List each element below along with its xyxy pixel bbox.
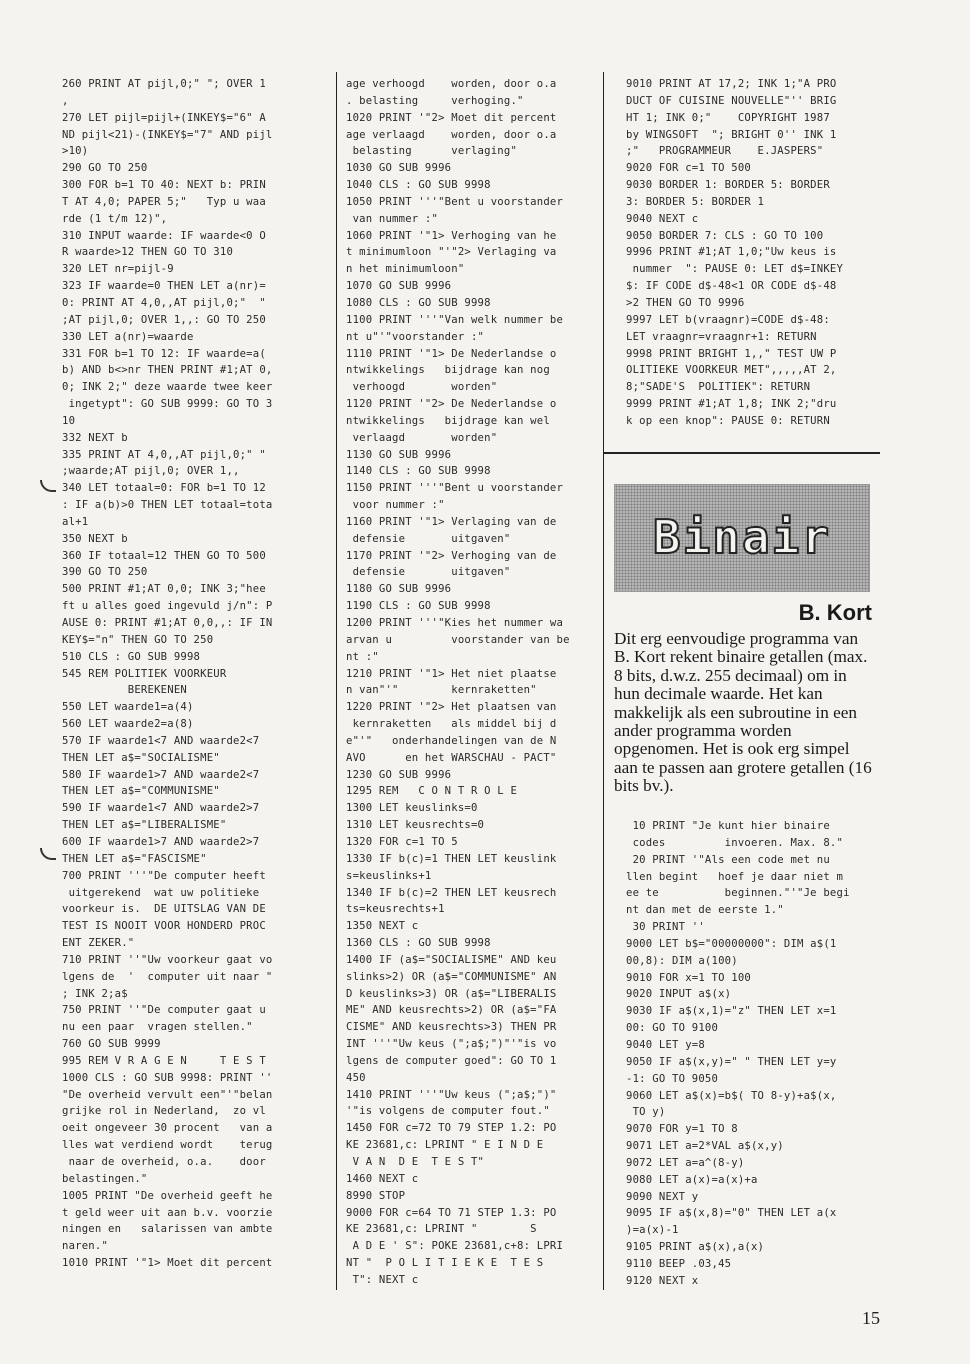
code-line: nt :" bbox=[346, 650, 379, 663]
code-line: ntwikkelings bijdrage kan nog bbox=[346, 364, 550, 377]
code-line: age verlaagd worden, door o.a bbox=[346, 128, 557, 141]
code-line: 9050 IF a$(x,y)=" " THEN LET y=y bbox=[626, 1055, 837, 1068]
code-line: TEST IS NOOIT VOOR HONDERD PROC bbox=[62, 920, 266, 933]
code-line: ; INK 2;a$ bbox=[62, 987, 128, 1000]
code-line: 1210 PRINT '"1> Het niet plaatse bbox=[346, 667, 557, 680]
code-line: belasting verlaging" bbox=[346, 145, 518, 158]
code-line: CISME" AND keusrechts>3) THEN PR bbox=[346, 1021, 557, 1034]
code-line: lgens de computer goed": GO TO 1 bbox=[346, 1054, 557, 1067]
code-line: 9999 PRINT #1;AT 1,8; INK 2;"dru bbox=[626, 398, 837, 411]
code-line: THEN LET a$="FASCISME" bbox=[62, 852, 207, 865]
code-line: 1130 GO SUB 9996 bbox=[346, 448, 452, 461]
code-line: grijke rol in Nederland, zo vl bbox=[62, 1105, 266, 1118]
code-line: 1000 CLS : GO SUB 9998: PRINT '' bbox=[62, 1071, 273, 1084]
page-number: 15 bbox=[862, 1308, 880, 1328]
code-line: 1150 PRINT '''"Bent u voorstander bbox=[346, 482, 564, 495]
code-line: 1330 IF b(c)=1 THEN LET keuslink bbox=[346, 852, 557, 865]
code-line: 360 IF totaal=12 THEN GO TO 500 bbox=[62, 549, 266, 562]
code-line: 1005 PRINT "De overheid geeft he bbox=[62, 1189, 273, 1202]
code-line: ME" AND keusrechts>2) OR (a$="FA bbox=[346, 1004, 557, 1017]
code-line: 9120 NEXT x bbox=[626, 1274, 699, 1287]
code-line: belastingen." bbox=[62, 1172, 148, 1185]
code-line: 340 LET totaal=0: FOR b=1 TO 12 bbox=[62, 482, 266, 495]
code-line: 270 LET pijl=pijl+(INKEY$="6" A bbox=[62, 111, 266, 124]
code-line: nu een paar vragen stellen." bbox=[62, 1021, 253, 1034]
code-line: 20 PRINT '"Als een code met nu bbox=[626, 853, 830, 866]
code-line: 1020 PRINT '"2> Moet dit percent bbox=[346, 111, 557, 124]
code-line: 1230 GO SUB 9996 bbox=[346, 768, 452, 781]
code-line: 260 PRINT AT pijl,0;" "; OVER 1 bbox=[62, 78, 266, 90]
code-line: 9020 INPUT a$(x) bbox=[626, 988, 732, 1001]
code-line: n het minimumloon" bbox=[346, 263, 465, 276]
code-line: rde (1 t/m 12)", bbox=[62, 212, 168, 225]
code-line: s=keuslinks+1 bbox=[346, 869, 432, 882]
code-line: BEREKENEN bbox=[62, 684, 187, 697]
code-line: HT 1; INK 0;" COPYRIGHT 1987 bbox=[626, 111, 830, 124]
article-author: B. Kort bbox=[798, 600, 872, 625]
code-line: 510 CLS : GO SUB 9998 bbox=[62, 650, 201, 663]
code-line: 9030 IF a$(x,1)="z" THEN LET x=1 bbox=[626, 1005, 837, 1018]
article-title-banner bbox=[614, 484, 870, 592]
code-line: 550 LET waarde1=a(4) bbox=[62, 701, 194, 714]
code-line: : IF a(b)>0 THEN LET totaal=tota bbox=[62, 499, 273, 512]
code-line: 545 REM POLITIEK VOORKEUR bbox=[62, 667, 227, 680]
code-line: van nummer :" bbox=[346, 212, 439, 225]
code-line: 1410 PRINT '''"Uw keus (";a$;")" bbox=[346, 1088, 557, 1101]
code-line: 450 bbox=[346, 1071, 366, 1084]
code-line: verhoogd worden" bbox=[346, 381, 498, 394]
code-line: 310 INPUT waarde: IF waarde<0 O bbox=[62, 229, 266, 242]
code-line: 323 IF waarde=0 THEN LET a(nr)= bbox=[62, 280, 266, 293]
code-line: ND pijl<21)-(INKEY$="7" AND pijl bbox=[62, 128, 273, 141]
code-line: ENT ZEKER." bbox=[62, 937, 135, 950]
code-line: 9080 LET a(x)=a(x)+a bbox=[626, 1173, 758, 1186]
code-line: oeit ongeveer 30 procent van a bbox=[62, 1122, 273, 1135]
code-line: "De overheid vervult een"'"belan bbox=[62, 1088, 273, 1101]
code-line: THEN LET a$="LIBERALISME" bbox=[62, 819, 227, 832]
code-line: 3: BORDER 5: BORDER 1 bbox=[626, 195, 765, 208]
code-line: 320 LET nr=pijl-9 bbox=[62, 263, 174, 276]
code-line: 290 GO TO 250 bbox=[62, 162, 148, 175]
code-line: 9105 PRINT a$(x),a(x) bbox=[626, 1241, 765, 1254]
code-line: ningen en salarissen van ambte bbox=[62, 1223, 273, 1236]
code-line: voorkeur is. DE UITSLAG VAN DE bbox=[62, 903, 266, 916]
code-line: 580 IF waarde1>7 AND waarde2<7 bbox=[62, 768, 260, 781]
code-line: DUCT OF CUISINE NOUVELLE"'' BRIG bbox=[626, 94, 837, 107]
code-line: THEN LET a$="COMMUNISME" bbox=[62, 785, 220, 798]
code-line: ;AT pijl,0; OVER 1,,: GO TO 250 bbox=[62, 313, 266, 326]
code-line: 0: PRINT AT 4,0,,AT pijl,0;" " bbox=[62, 296, 266, 309]
code-line: al+1 bbox=[62, 515, 89, 528]
code-line: 1300 LET keuslinks=0 bbox=[346, 802, 478, 815]
margin-mark bbox=[40, 480, 56, 492]
code-line: 390 GO TO 250 bbox=[62, 566, 148, 579]
code-line: defensie uitgaven" bbox=[346, 532, 511, 545]
code-line: 350 NEXT b bbox=[62, 532, 128, 545]
code-line: 9050 BORDER 7: CLS : GO TO 100 bbox=[626, 229, 824, 242]
code-line: 9030 BORDER 1: BORDER 5: BORDER bbox=[626, 179, 830, 192]
code-line: by WINGSOFT "; BRIGHT 0'' INK 1 bbox=[626, 128, 837, 141]
code-line: 1160 PRINT '"1> Verlaging van de bbox=[346, 515, 557, 528]
code-line: 9060 LET a$(x)=b$( TO 8-y)+a$(x, bbox=[626, 1089, 837, 1102]
code-line: THEN LET a$="SOCIALISME" bbox=[62, 751, 220, 764]
code-line: 1360 CLS : GO SUB 9998 bbox=[346, 937, 491, 950]
code-line: verlaagd worden" bbox=[346, 431, 498, 444]
code-line: ee te beginnen."'"Je begi bbox=[626, 887, 850, 900]
code-line: 700 PRINT '''"De computer heeft bbox=[62, 869, 266, 882]
code-line: 9040 NEXT c bbox=[626, 212, 699, 225]
code-line: lles wat verdiend wordt terug bbox=[62, 1139, 273, 1152]
code-line: e"'" onderhandelingen van de N bbox=[346, 734, 557, 747]
code-line: llen begint hoef je daar niet m bbox=[626, 870, 844, 883]
code-line: 1110 PRINT '"1> De Nederlandse o bbox=[346, 347, 557, 360]
code-line: 1140 CLS : GO SUB 9998 bbox=[346, 465, 491, 478]
code-line: uitgerekend wat uw politieke bbox=[62, 886, 260, 899]
code-line: OLITIEKE VOORKEUR MET",,,,,AT 2, bbox=[626, 364, 837, 377]
code-line: 1220 PRINT '"2> Het plaatsen van bbox=[346, 701, 557, 714]
code-line: 9996 PRINT #1;AT 1,0;"Uw keus is bbox=[626, 246, 837, 259]
code-line: LET vraagnr=vraagnr+1: RETURN bbox=[626, 330, 817, 343]
code-line: 1350 NEXT c bbox=[346, 920, 419, 933]
code-line: >10) bbox=[62, 145, 89, 158]
code-line: 1200 PRINT '''"Kies het nummer wa bbox=[346, 617, 564, 629]
code-line: 9998 PRINT BRIGHT 1,," TEST UW P bbox=[626, 347, 837, 360]
code-line: D keuslinks>3) OR (a$="LIBERALIS bbox=[346, 987, 557, 1000]
code-line: -1: GO TO 9050 bbox=[626, 1072, 719, 1085]
code-line: V A N D E T E S T" bbox=[346, 1156, 485, 1168]
code-line: KEY$="n" THEN GO TO 250 bbox=[62, 633, 214, 646]
article-title: Binair bbox=[652, 510, 832, 564]
code-line: >2 THEN GO TO 9996 bbox=[626, 296, 745, 309]
code-line: 1180 GO SUB 9996 bbox=[346, 583, 452, 596]
code-line: 1030 GO SUB 9996 bbox=[346, 162, 452, 175]
code-line: INT '''"Uw keus (";a$;")"'"is vo bbox=[346, 1038, 557, 1051]
code-line: T": NEXT c bbox=[346, 1273, 419, 1286]
code-line: 8;"SADE'S POLITIEK": RETURN bbox=[626, 381, 811, 394]
code-line: t geld weer uit aan b.v. voorzie bbox=[62, 1206, 273, 1219]
code-line: 30 PRINT '' bbox=[626, 921, 705, 934]
code-line: 9070 FOR y=1 TO 8 bbox=[626, 1123, 738, 1136]
section-divider bbox=[604, 452, 880, 454]
code-line: ;" PROGRAMMEUR E.JASPERS" bbox=[626, 145, 824, 158]
code-line: 1460 NEXT c bbox=[346, 1172, 419, 1185]
code-line: 00: GO TO 9100 bbox=[626, 1022, 719, 1035]
code-line: 1320 FOR c=1 TO 5 bbox=[346, 835, 458, 848]
code-line: 995 REM V R A G E N T E S T bbox=[62, 1054, 266, 1067]
code-line: 330 LET a(nr)=waarde bbox=[62, 330, 194, 343]
code-line: 570 IF waarde1<7 AND waarde2<7 bbox=[62, 734, 260, 747]
code-line: naar de overheid, o.a. door bbox=[62, 1156, 266, 1168]
code-line: 1010 PRINT '"1> Moet dit percent bbox=[62, 1257, 273, 1270]
code-line: 331 FOR b=1 TO 12: IF waarde=a( bbox=[62, 347, 266, 360]
code-line: 9040 LET y=8 bbox=[626, 1038, 705, 1051]
code-column-middle bbox=[346, 76, 578, 1289]
code-line: 9010 FOR x=1 TO 100 bbox=[626, 971, 751, 984]
code-line: , bbox=[62, 94, 69, 107]
margin-mark bbox=[40, 848, 56, 860]
code-line: ts=keusrechts+1 bbox=[346, 903, 445, 916]
code-line: 1050 PRINT '''"Bent u voorstander bbox=[346, 195, 564, 208]
code-line: t minimumloon "'"2> Verlaging va bbox=[346, 246, 557, 259]
code-line: 1060 PRINT '"1> Verhoging van he bbox=[346, 229, 557, 242]
code-line: 9071 LET a=2*VAL a$(x,y) bbox=[626, 1140, 784, 1153]
code-line: arvan u voorstander van be bbox=[346, 633, 570, 646]
code-line: 1310 LET keusrechts=0 bbox=[346, 819, 485, 832]
code-line: 500 PRINT #1;AT 0,0; INK 3;"hee bbox=[62, 583, 266, 596]
code-line: . belasting verhoging." bbox=[346, 94, 524, 107]
code-line: 8990 STOP bbox=[346, 1189, 406, 1202]
code-line: 335 PRINT AT 4,0,,AT pijl,0;" " bbox=[62, 448, 266, 461]
code-line: n van"'" kernraketten" bbox=[346, 684, 537, 697]
code-line: ft u alles goed ingevuld j/n": P bbox=[62, 600, 273, 613]
code-line: 300 FOR b=1 TO 40: NEXT b: PRIN bbox=[62, 179, 266, 192]
code-line: kernraketten als middel bij d bbox=[346, 718, 557, 731]
code-line: k op een knop": PAUSE 0: RETURN bbox=[626, 414, 830, 427]
code-line: 590 IF waarde1<7 AND waarde2>7 bbox=[62, 802, 260, 815]
code-line: TO y) bbox=[626, 1106, 666, 1119]
code-line: age verhoogd worden, door o.a bbox=[346, 78, 557, 90]
code-line: 10 bbox=[62, 414, 76, 427]
code-line: 750 PRINT ''"De computer gaat u bbox=[62, 1004, 266, 1017]
code-line: $: IF CODE d$-48<1 OR CODE d$-48 bbox=[626, 280, 837, 293]
column-divider-left bbox=[336, 72, 337, 1290]
code-line: naren." bbox=[62, 1240, 109, 1253]
code-line: )=a(x)-1 bbox=[626, 1224, 679, 1237]
code-line: 1120 PRINT '"2> De Nederlandse o bbox=[346, 398, 557, 411]
code-column-right-top bbox=[626, 76, 858, 430]
code-line: AVO en het WARSCHAU - PACT" bbox=[346, 751, 557, 764]
code-line: ntwikkelings bijdrage kan wel bbox=[346, 414, 550, 427]
code-line: 1450 FOR c=72 TO 79 STEP 1.2: PO bbox=[346, 1122, 557, 1135]
code-line: AUSE 0: PRINT #1;AT 0,0,,: IF IN bbox=[62, 617, 273, 629]
article-intro: Dit erg eenvoudige programma van B. Kort rekent binaire getallen (max. 8 bits, d.w.z. 255 decimaal) om in hun decimale waarde. Het kan makkelijk als een subroutine in een ander programma worden opgenomen. Het is ook erg simpel aan te passen aan grotere getallen (16 bits bv.). bbox=[614, 629, 872, 796]
code-line: 00,8): DIM a(100) bbox=[626, 954, 738, 967]
code-line: voor nummer :" bbox=[346, 499, 445, 512]
column-divider-right bbox=[603, 72, 604, 1290]
code-column-left bbox=[62, 76, 294, 1272]
code-line: defensie uitgaven" bbox=[346, 566, 511, 579]
code-line: 1340 IF b(c)=2 THEN LET keusrech bbox=[346, 886, 557, 899]
code-line: T AT 4,0; PAPER 5;" Typ u waa bbox=[62, 195, 266, 208]
code-line: 9010 PRINT AT 17,2; INK 1;"A PRO bbox=[626, 78, 837, 90]
code-line: ;waarde;AT pijl,0; OVER 1,, bbox=[62, 465, 240, 478]
code-line: 1040 CLS : GO SUB 9998 bbox=[346, 179, 491, 192]
code-line: R waarde>12 THEN GO TO 310 bbox=[62, 246, 234, 259]
code-line: b) AND b<>nr THEN PRINT #1;AT 0, bbox=[62, 364, 273, 377]
code-line: 9090 NEXT y bbox=[626, 1190, 699, 1203]
code-line: 1080 CLS : GO SUB 9998 bbox=[346, 296, 491, 309]
code-line: 710 PRINT ''"Uw voorkeur gaat vo bbox=[62, 953, 273, 966]
code-line: nt dan met de eerste 1." bbox=[626, 904, 784, 917]
code-line: 760 GO SUB 9999 bbox=[62, 1038, 161, 1051]
code-line: 1100 PRINT '''"Van welk nummer be bbox=[346, 313, 564, 326]
code-line: 9110 BEEP .03,45 bbox=[626, 1257, 732, 1270]
code-line: 9000 FOR c=64 TO 71 STEP 1.3: PO bbox=[346, 1206, 557, 1219]
code-line: KE 23681,c: LPRINT " E I N D E bbox=[346, 1139, 544, 1152]
code-line: 10 PRINT "Je kunt hier binaire bbox=[626, 820, 830, 832]
code-line: 600 IF waarde1>7 AND waarde2>7 bbox=[62, 835, 260, 848]
code-line: 560 LET waarde2=a(8) bbox=[62, 718, 194, 731]
code-line: ingetypt": GO SUB 9999: GO TO 3 bbox=[62, 398, 273, 411]
code-line: KE 23681,c: LPRINT " S bbox=[346, 1223, 537, 1236]
code-line: slinks>2) OR (a$="COMMUNISME" AN bbox=[346, 970, 557, 983]
code-line: nummer ": PAUSE 0: LET d$=INKEY bbox=[626, 263, 844, 276]
code-line: 1400 IF (a$="SOCIALISME" AND keu bbox=[346, 953, 557, 966]
code-line: 1295 REM C O N T R O L E bbox=[346, 785, 518, 798]
code-line: 1190 CLS : GO SUB 9998 bbox=[346, 600, 491, 613]
code-line: 9997 LET b(vraagnr)=CODE d$-48: bbox=[626, 313, 830, 326]
code-line: A D E ' S": POKE 23681,c+8: LPRI bbox=[346, 1240, 564, 1253]
code-column-right-bottom bbox=[626, 818, 866, 1290]
code-line: 9095 IF a$(x,8)="0" THEN LET a(x bbox=[626, 1207, 837, 1220]
code-line: NT " P O L I T I E K E T E S bbox=[346, 1257, 544, 1270]
code-line: lgens de ' computer uit naar " bbox=[62, 970, 273, 983]
code-line: 332 NEXT b bbox=[62, 431, 128, 444]
code-line: 0; INK 2;" deze waarde twee keer bbox=[62, 381, 273, 394]
code-line: 1170 PRINT '"2> Verhoging van de bbox=[346, 549, 557, 562]
code-line: 9020 FOR c=1 TO 500 bbox=[626, 162, 751, 175]
code-line: 1070 GO SUB 9996 bbox=[346, 280, 452, 293]
code-line: nt u"'"voorstander :" bbox=[346, 330, 485, 343]
code-line: 9072 LET a=a^(8-y) bbox=[626, 1156, 745, 1169]
code-line: '"is volgens de computer fout." bbox=[346, 1105, 550, 1118]
code-line: 9000 LET b$="00000000": DIM a$(1 bbox=[626, 937, 837, 950]
code-line: codes invoeren. Max. 8." bbox=[626, 836, 844, 849]
